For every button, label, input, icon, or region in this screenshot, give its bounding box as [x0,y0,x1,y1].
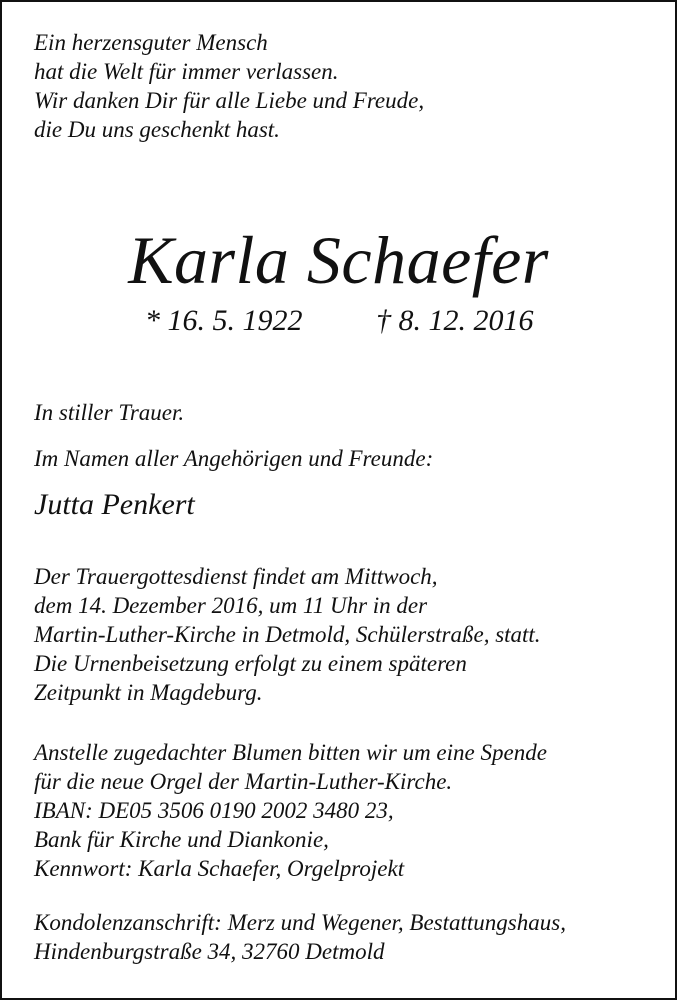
birth-date: * 16. 5. 1922 [145,304,303,337]
donation-line: Bank für Kirche und Diankonie, [34,827,329,852]
poem-line: die Du uns geschenkt hast. [34,117,280,142]
service-line: dem 14. Dezember 2016, um 11 Uhr in der [34,593,428,618]
poem-line: Wir danken Dir für alle Liebe und Freude, [34,88,425,113]
service-line: Der Trauergottesdienst findet am Mittwoch, [34,564,438,589]
condolence-line: Kondolenzanschrift: Merz und Wegener, Bestattungshaus, [34,910,566,935]
service-line: Die Urnenbeisetzung erfolgt zu einem späteren [34,651,467,676]
condolence-line: Hindenburgstraße 34, 32760 Detmold [34,939,385,964]
death-date: † 8. 12. 2016 [376,304,534,337]
service-line: Zeitpunkt in Magdeburg. [34,680,263,705]
behalf-line-block [34,444,433,473]
poem-line: hat die Welt für immer verlassen. [34,59,339,84]
mourning-text: In stiller Trauer. [34,400,185,425]
mourning-line-block [34,398,184,427]
behalf-text: Im Namen aller Angehörigen und Freunde: [34,446,434,471]
donation-info [34,738,547,883]
donation-line: Kennwort: Karla Schaefer, Orgelprojekt [34,856,405,881]
donation-line: IBAN: DE05 3506 0190 2002 3480 23, [34,798,394,823]
condolence-address [34,908,566,966]
deceased-name: Karla Schaefer [128,222,549,298]
service-line: Martin-Luther-Kirche in Detmold, Schülerstraße, statt. [34,622,541,647]
donation-line: Anstelle zugedachter Blumen bitten wir um eine Spende [34,740,547,765]
poem-line: Ein herzensguter Mensch [34,30,268,55]
signer-name: Jutta Penkert [34,488,195,521]
life-dates [0,303,677,339]
memorial-poem [34,28,424,144]
donation-line: für die neue Orgel der Martin-Luther-Kirche. [34,769,453,794]
service-info [34,562,541,707]
